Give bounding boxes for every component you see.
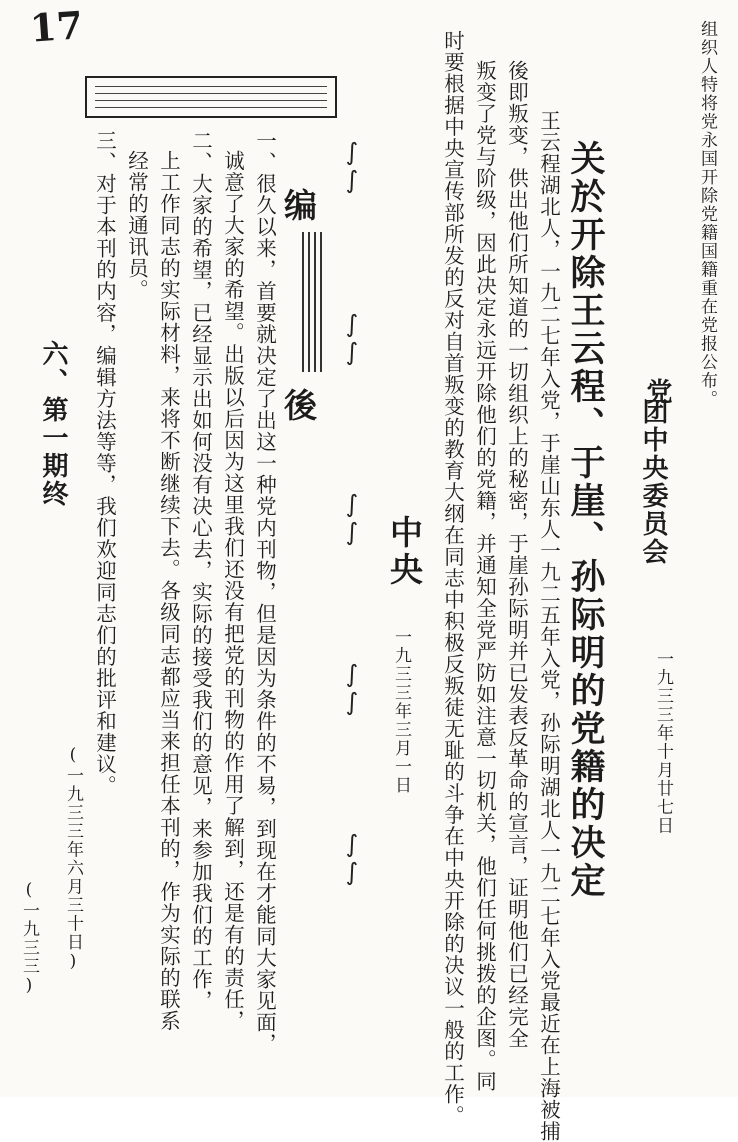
decorative-wave-left: ∫∫ <box>338 138 366 194</box>
page-number: 17 <box>28 2 85 51</box>
decision-body-line-2: 後即叛变，供出他们所知道的一切组织上的秘密，于崖孙际明并已发表反革命的宣言，证明他们已经完全 <box>504 60 529 1049</box>
decision-title: 关於开除王云程、于崖、孙际明的党籍的决定 <box>565 140 606 900</box>
postscript-date: (一九三三年六月三十日) <box>63 745 83 973</box>
postscript-item-2-end: 经常的通讯员。 <box>124 150 149 301</box>
decision-body-line-3: 叛变了党与阶级，因此决定永远开除他们的党籍，并通知全党严防如注意一切机关，他们任何挑拨的企图。同 <box>472 60 497 1092</box>
postscript-item-3: 三、对于本刊的内容，编辑方法等等，我们欢迎同志们的批评和建议。 <box>92 130 117 797</box>
decision-issuer-date: 一九三三年十月廿七日 <box>653 650 673 835</box>
decision-issuer: 团中央委员会 <box>638 398 668 566</box>
decorative-wave-left: ∫∫ <box>338 310 366 366</box>
decorative-wave-left: ∫∫ <box>338 830 366 886</box>
decision-signature-date: 一九三三年三月一日 <box>391 628 411 795</box>
postscript-item-1-cont: 诚意了大家的希望。出版以后因为这里我们还没有把党的刊物的作用了解到，还是有的责任， <box>220 150 245 1032</box>
decision-body-line-1: 王云程湖北人，一九二七年入党，于崖山东人一九二五年入党，孙际明湖北人一九二七年入党最近在上海被捕 <box>536 110 561 1142</box>
postscript-item-1: 一、很久以来，首要就决定了出这一种党内刊物，但是因为条件的不易，到现在才能同大家见面， <box>252 130 277 1055</box>
decision-preface-line-1: 组织人特将党永国开除党籍国籍重在党报公布。 <box>697 20 717 409</box>
postscript-heading-box <box>85 76 337 118</box>
decision-preface-line-2: 党 <box>642 378 672 406</box>
postscript-item-2-cont: 上工作同志的实际材料，来将不断继续下去。各级同志都应当来担任本刊的，作为实际的联系 <box>156 150 181 1032</box>
decision-signature: 中央 <box>385 515 424 589</box>
volume-end-marker: 六、第一期终 <box>38 340 68 508</box>
postscript-heading-rules <box>300 232 322 372</box>
decision-body-line-4: 时要根据中央宣传部所发的反对自首叛变的教育大纲在同志中积极反叛徒无耻的斗争在中央开除的决议一般的工作。 <box>440 30 465 1127</box>
decorative-wave-left: ∫∫ <box>338 660 366 716</box>
postscript-item-2: 二、大家的希望，已经显示出如何没有决心去，实际的接受我们的意见，来参加我们的工作， <box>188 130 213 1012</box>
decorative-wave-left: ∫∫ <box>338 490 366 546</box>
postscript-heading-char-1: 编 <box>279 188 318 225</box>
margin-note: (一九三三) <box>19 880 39 997</box>
postscript-heading-char-2: 後 <box>279 388 318 425</box>
